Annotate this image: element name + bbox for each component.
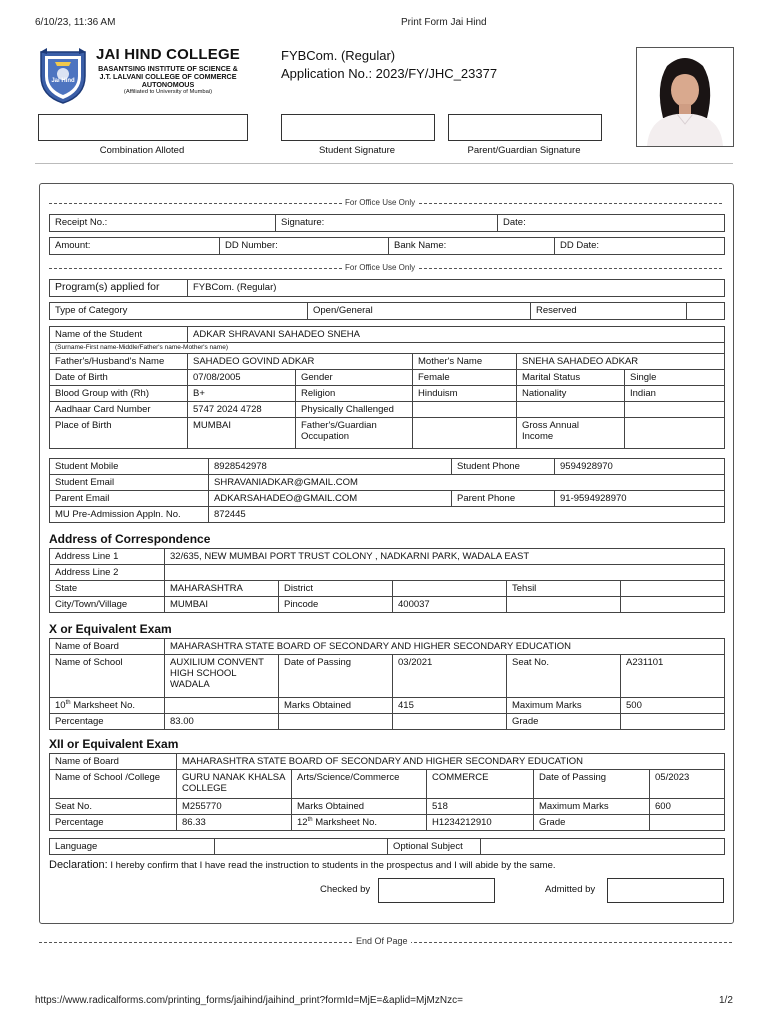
dob-label: Date of Birth [50, 370, 188, 386]
ssc-school-line1: AUXILIUM CONVENT [170, 657, 264, 668]
blood-group-label: Blood Group with (Rh) [50, 386, 188, 402]
occupation-label-line1: Father's/Guardian [301, 420, 377, 431]
end-of-page-divider [39, 937, 732, 947]
receipt-no-field[interactable]: Receipt No.: [50, 215, 276, 232]
student-mobile-value: 8928542978 [209, 459, 452, 475]
marital-status-value: Single [625, 370, 725, 386]
admitted-by-box[interactable] [607, 878, 724, 903]
program-value: FYBCom. (Regular) [188, 280, 725, 297]
ssc-school-value [165, 655, 279, 698]
ssc-school-label: Name of School [50, 655, 165, 698]
nationality-label: Nationality [517, 386, 625, 402]
ssc-percentage-value: 83.00 [165, 714, 279, 730]
ssc-marksheet-sup: th [65, 699, 71, 706]
hsc-table [49, 753, 725, 831]
college-logo [38, 48, 88, 104]
ssc-grade-value [621, 714, 725, 730]
office-use-divider-top [49, 198, 722, 208]
city-value: MUMBAI [165, 597, 279, 613]
reserved-label: Reserved [531, 303, 687, 320]
student-email-label: Student Email [50, 475, 209, 491]
optional-subject-label: Optional Subject [388, 839, 481, 855]
college-line3: AUTONOMOUS [141, 80, 195, 89]
religion-value: Hinduism [413, 386, 517, 402]
dd-number-field[interactable]: DD Number: [220, 238, 389, 255]
hsc-marks-label: Marks Obtained [292, 799, 427, 815]
parent-phone-value: 91-9594928970 [555, 491, 725, 507]
logo-text: Jai Hind [51, 78, 75, 84]
mother-name-label: Mother's Name [413, 354, 517, 370]
city-row-blank-1 [507, 597, 621, 613]
contact-table [49, 458, 725, 523]
parent-signature-label: Parent/Guardian Signature [467, 145, 581, 156]
aadhaar-row-blank-2 [625, 402, 725, 418]
office-signature-field[interactable]: Signature: [276, 215, 498, 232]
religion-label: Religion [296, 386, 413, 402]
category-value: Open/General [308, 303, 531, 320]
hsc-marks-value: 518 [427, 799, 534, 815]
ssc-board-value: MAHARASHTRA STATE BOARD OF SECONDARY AND HIGHER SECONDARY EDUCATION [165, 639, 725, 655]
mu-preadmission-value: 872445 [209, 507, 725, 523]
print-url: https://www.radicalforms.com/printing_forms/jaihind/jaihind_print?formId=MjE=&aplid=MjMzNzc= [35, 995, 463, 1006]
address-line1-label: Address Line 1 [50, 549, 165, 565]
ssc-seat-value: A231101 [621, 655, 725, 698]
mu-preadmission-label: MU Pre-Admission Appln. No. [50, 507, 209, 523]
student-mobile-label: Student Mobile [50, 459, 209, 475]
parent-email-value: ADKARSAHADEO@GMAIL.COM [209, 491, 452, 507]
father-name-value: SAHADEO GOVIND ADKAR [188, 354, 413, 370]
student-photo [637, 48, 733, 146]
college-line4: (Affiliated to University of Mumbai) [123, 89, 213, 95]
hsc-seat-label: Seat No. [50, 799, 177, 815]
aadhaar-row-blank-1 [517, 402, 625, 418]
dob-value: 07/08/2005 [188, 370, 296, 386]
hsc-marksheet-sup: th [307, 816, 313, 823]
hsc-school-line1: GURU NANAK KHALSA [182, 772, 286, 783]
office-use-divider-bottom [49, 263, 722, 273]
student-name-label: Name of the Student [50, 327, 188, 343]
district-label: District [279, 581, 393, 597]
aadhaar-label: Aadhaar Card Number [50, 402, 188, 418]
declaration-label: Declaration: [49, 859, 108, 871]
occupation-label [296, 418, 413, 449]
ssc-seat-label: Seat No. [507, 655, 621, 698]
college-name: JAI HIND COLLEGE [95, 46, 241, 63]
student-name-value: ADKAR SHRAVANI SAHADEO SNEHA [188, 327, 725, 343]
combination-alloted-label: Combination Alloted [99, 145, 185, 156]
reserved-value [687, 303, 725, 320]
income-label [517, 418, 625, 449]
place-of-birth-label: Place of Birth [50, 418, 188, 449]
tehsil-value [621, 581, 725, 597]
ssc-school-line2: HIGH SCHOOL [170, 668, 237, 679]
hsc-school-value [177, 770, 292, 799]
combination-alloted-box[interactable] [38, 114, 248, 141]
ssc-heading: X or Equivalent Exam [49, 622, 172, 636]
end-of-page-label: End Of Page [353, 936, 411, 946]
language-label: Language [50, 839, 215, 855]
hsc-passing-value: 05/2023 [650, 770, 725, 799]
ssc-marksheet-suffix: Marksheet No. [70, 700, 136, 711]
office-date-field[interactable]: Date: [498, 215, 725, 232]
student-phone-label: Student Phone [452, 459, 555, 475]
ssc-percentage-label: Percentage [50, 714, 165, 730]
ssc-passing-label: Date of Passing [279, 655, 393, 698]
college-line2: J.T. LALVANI COLLEGE OF COMMERCE [99, 72, 237, 81]
college-line1: BASANTSING INSTITUTE OF SCIENCE & [98, 64, 238, 73]
print-page-number: 1/2 [719, 995, 733, 1006]
hsc-marksheet-label [292, 815, 427, 831]
office-use-label-bottom: For Office Use Only [342, 263, 418, 272]
occupation-label-line2: Occupation [301, 431, 350, 442]
personal-details-table [49, 326, 725, 449]
physically-challenged-label: Physically Challenged [296, 402, 413, 418]
ssc-blank-2 [393, 714, 507, 730]
ssc-board-label: Name of Board [50, 639, 165, 655]
hsc-seat-value: M255770 [177, 799, 292, 815]
student-signature-box[interactable] [281, 114, 435, 141]
hsc-percentage-value: 86.33 [177, 815, 292, 831]
student-photo-frame [636, 47, 734, 147]
checked-by-box[interactable] [378, 878, 495, 903]
dd-date-field[interactable]: DD Date: [555, 238, 725, 255]
income-label-line1: Gross Annual [522, 420, 580, 431]
language-value [215, 839, 388, 855]
checked-by-label: Checked by [320, 884, 371, 895]
ssc-passing-value: 03/2021 [393, 655, 507, 698]
district-value [393, 581, 507, 597]
hsc-board-value: MAHARASHTRA STATE BOARD OF SECONDARY AND HIGHER SECONDARY EDUCATION [177, 754, 725, 770]
blood-group-value: B+ [188, 386, 296, 402]
declaration-text: I hereby confirm that I have read the instruction to students in the prospectus and I will abide by the same. [107, 860, 556, 871]
aadhaar-value: 5747 2024 4728 [188, 402, 296, 418]
hsc-max-label: Maximum Marks [534, 799, 650, 815]
hsc-school-line2: COLLEGE [182, 783, 227, 794]
address-heading: Address of Correspondence [49, 532, 211, 546]
ssc-marksheet-value [165, 698, 279, 714]
address-table [49, 548, 725, 613]
office-use-label-top: For Office Use Only [342, 198, 418, 207]
hsc-percentage-label: Percentage [50, 815, 177, 831]
program-table [49, 279, 725, 297]
nationality-value: Indian [625, 386, 725, 402]
parent-phone-label: Parent Phone [452, 491, 555, 507]
address-line2-value [165, 565, 725, 581]
header-program: FYBCom. (Regular) [281, 48, 396, 63]
ssc-table [49, 638, 725, 730]
hsc-max-value: 600 [650, 799, 725, 815]
hsc-passing-label: Date of Passing [534, 770, 650, 799]
admitted-by-label: Admitted by [545, 884, 596, 895]
father-name-label: Father's/Husband's Name [50, 354, 188, 370]
hsc-heading: XII or Equivalent Exam [49, 737, 179, 751]
parent-signature-box[interactable] [448, 114, 602, 141]
ssc-marks-value: 415 [393, 698, 507, 714]
ssc-blank-1 [279, 714, 393, 730]
bank-name-field[interactable]: Bank Name: [389, 238, 555, 255]
student-signature-label: Student Signature [318, 145, 396, 156]
parent-email-label: Parent Email [50, 491, 209, 507]
optional-subject-value [481, 839, 725, 855]
office-payment-table [49, 237, 725, 255]
ssc-grade-label: Grade [507, 714, 621, 730]
income-value [625, 418, 725, 449]
physically-challenged-value [413, 402, 517, 418]
city-label: City/Town/Village [50, 597, 165, 613]
application-number: Application No.: 2023/FY/JHC_23377 [281, 66, 498, 81]
print-page-title: Print Form Jai Hind [401, 17, 487, 28]
hsc-marksheet-value: H1234212910 [427, 815, 534, 831]
hsc-stream-value: COMMERCE [427, 770, 534, 799]
student-email-value: SHRAVANIADKAR@GMAIL.COM [209, 475, 725, 491]
pincode-label: Pincode [279, 597, 393, 613]
hsc-board-label: Name of Board [50, 754, 177, 770]
ssc-max-label: Maximum Marks [507, 698, 621, 714]
college-name-block [88, 46, 248, 96]
hsc-school-label: Name of School /College [50, 770, 177, 799]
city-row-blank-2 [621, 597, 725, 613]
hsc-marksheet-prefix: 12 [297, 817, 308, 828]
ssc-school-line3: WADALA [170, 679, 210, 690]
ssc-marks-label: Marks Obtained [279, 698, 393, 714]
name-format-hint: (Surname-First name-Middle/Father's name-Mother's name) [50, 343, 725, 354]
hsc-grade-value [650, 815, 725, 831]
amount-field[interactable]: Amount: [50, 238, 220, 255]
ssc-marksheet-label [50, 698, 165, 714]
language-table [49, 838, 725, 855]
print-datetime: 6/10/23, 11:36 AM [35, 17, 116, 28]
hsc-grade-label: Grade [534, 815, 650, 831]
occupation-value [413, 418, 517, 449]
state-value: MAHARASHTRA [165, 581, 279, 597]
header-divider [35, 163, 733, 164]
ssc-marksheet-prefix: 10 [55, 700, 66, 711]
ssc-max-value: 500 [621, 698, 725, 714]
hsc-marksheet-suffix: Marksheet No. [312, 817, 378, 828]
income-label-line2: Income [522, 431, 554, 442]
marital-status-label: Marital Status [517, 370, 625, 386]
address-line1-value: 32/635, NEW MUMBAI PORT TRUST COLONY , NADKARNI PARK, WADALA EAST [165, 549, 725, 565]
place-of-birth-value: MUMBAI [188, 418, 296, 449]
office-receipt-table [49, 214, 725, 232]
student-phone-value: 9594928970 [555, 459, 725, 475]
pincode-value: 400037 [393, 597, 507, 613]
state-label: State [50, 581, 165, 597]
gender-value: Female [413, 370, 517, 386]
hsc-stream-label: Arts/Science/Commerce [292, 770, 427, 799]
tehsil-label: Tehsil [507, 581, 621, 597]
address-line2-label: Address Line 2 [50, 565, 165, 581]
declaration [49, 859, 556, 871]
mother-name-value: SNEHA SAHADEO ADKAR [517, 354, 725, 370]
category-table [49, 302, 725, 320]
program-label: Program(s) applied for [50, 280, 188, 297]
gender-label: Gender [296, 370, 413, 386]
category-label: Type of Category [50, 303, 308, 320]
